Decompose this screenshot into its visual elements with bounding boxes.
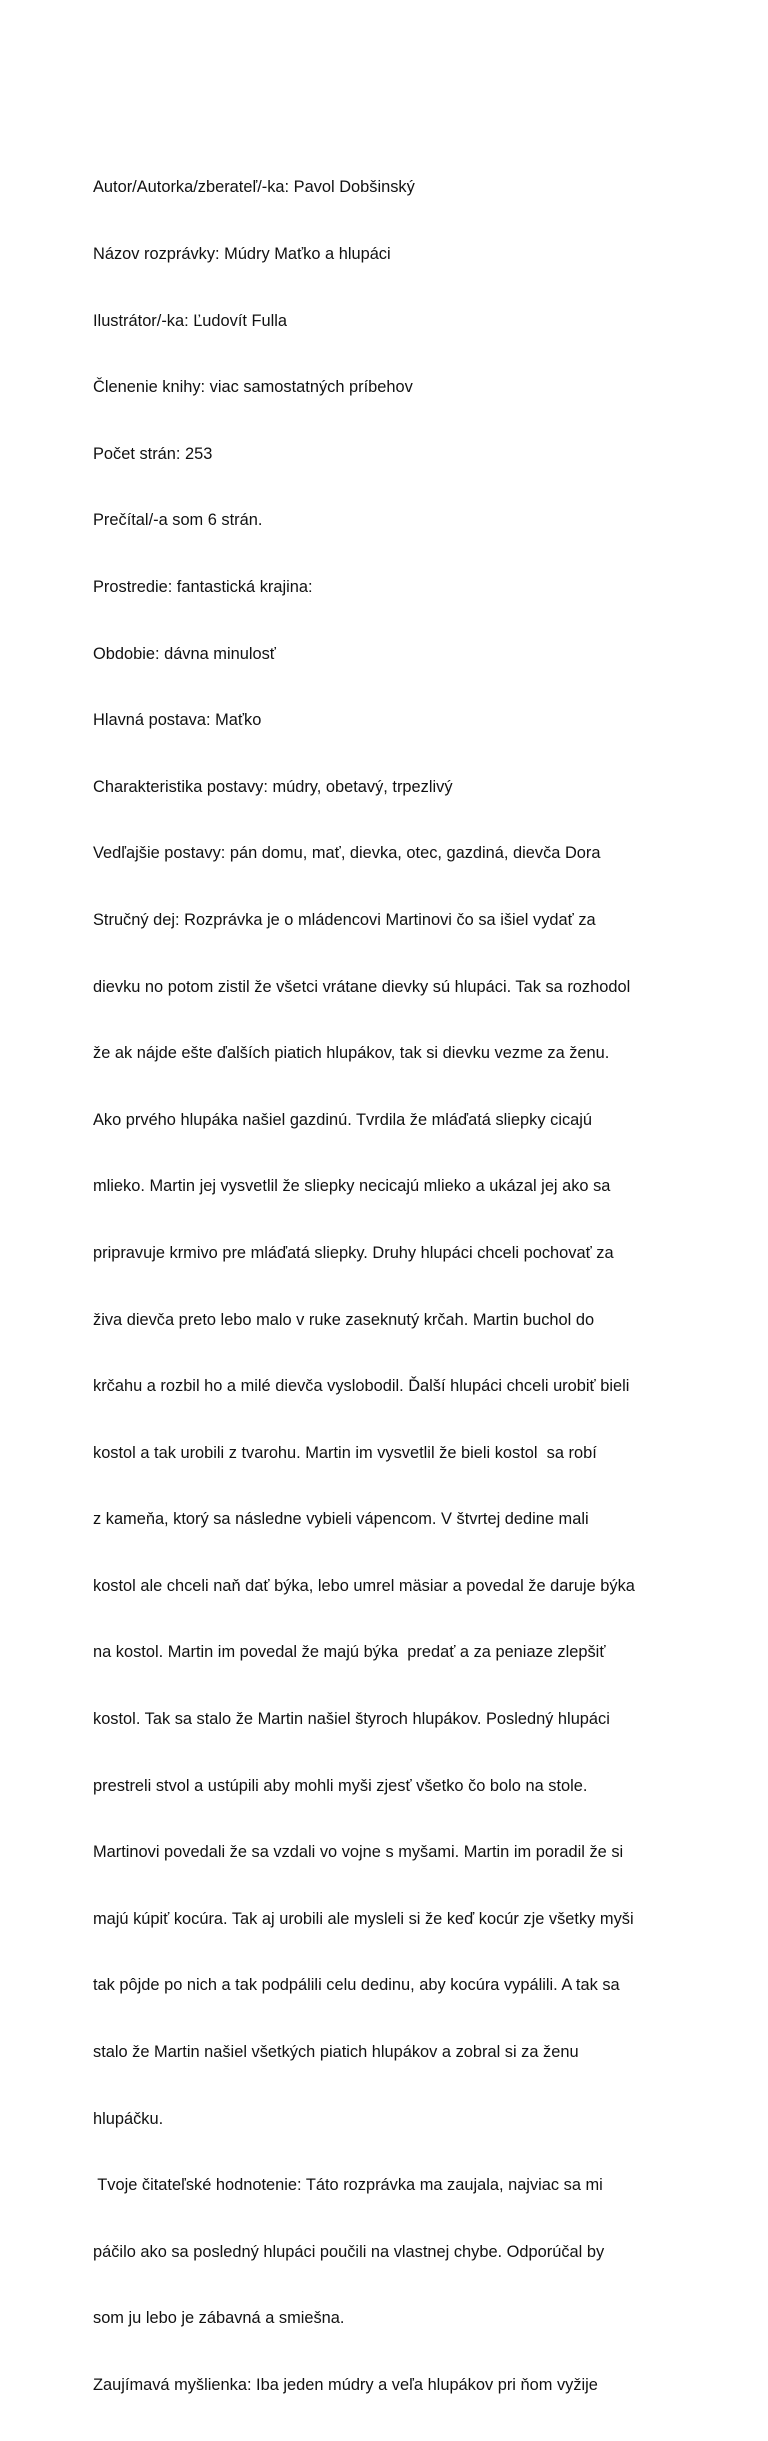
author-line: Autor/Autorka/zberateľ/-ka: Pavol Dobšinský [93, 178, 415, 197]
evaluation-line: Tvoje čitateľské hodnotenie: Táto rozprávka ma zaujala, najviac sa mi [93, 2176, 603, 2195]
interesting-idea-line: Zaujímavá myšlienka: Iba jeden múdry a veľa hlupákov pri ňom vyžije [93, 2376, 598, 2394]
plot-line: Ako prvého hlupáka našiel gazdinú. Tvrdila že mláďatá sliepky cicajú [93, 1110, 593, 1129]
plot-line: krčahu a rozbil ho a milé dievča vyslobodil. Ďalší hlupáci chceli urobiť bieli [93, 1377, 630, 1396]
character-traits-line: Charakteristika postavy: múdry, obetavý, trpezlivý [93, 777, 453, 796]
plot-line: Martinovi povedali že sa vzdali vo vojne s myšami. Martin im poradil že si [93, 1843, 624, 1862]
plot-line: kostol a tak urobili z tvarohu. Martin im vysvetlil že bieli kostol sa robí [93, 1443, 597, 1462]
plot-line: kostol ale chceli naň dať býka, lebo umrel mäsiar a povedal že daruje býka [93, 1576, 635, 1595]
document-text [93, 132, 683, 2441]
pages-read-line: Prečítal/-a som 6 strán. [93, 511, 263, 530]
story-title-line: Názov rozprávky: Múdry Maťko a hlupáci [93, 245, 391, 263]
plot-line: prestreli stvol a ustúpili aby mohli myši zjesť všetko čo bolo na stole. [93, 1776, 588, 1795]
setting-line: Prostredie: fantastická krajina: [93, 577, 313, 596]
plot-line: majú kúpiť kocúra. Tak aj urobili ale mysleli si že keď kocúr zje všetky myši [93, 1909, 634, 1928]
page-count-line: Počet strán: 253 [93, 444, 213, 463]
plot-line: Stručný dej: Rozprávka je o mládencovi Martinovi čo sa išiel vydať za [93, 910, 596, 929]
main-character-line: Hlavná postava: Maťko [93, 711, 262, 730]
plot-line: hlupáčku. [93, 2109, 164, 2128]
evaluation-line: som ju lebo je zábavná a smiešna. [93, 2309, 345, 2328]
evaluation-line: páčilo ako sa posledný hlupáci poučili na vlastnej chybe. Odporúčal by [93, 2242, 605, 2261]
plot-line: živa dievča preto lebo malo v ruke zaseknutý krčah. Martin buchol do [93, 1310, 595, 1329]
plot-line: z kameňa, ktorý sa následne vybieli vápencom. V štvrtej dedine mali [93, 1510, 589, 1529]
book-structure-line: Členenie knihy: viac samostatných príbehov [93, 378, 413, 397]
plot-line: pripravuje krmivo pre mláďatá sliepky. Druhy hlupáci chceli pochovať za [93, 1243, 614, 1262]
illustrator-line: Ilustrátor/-ka: Ľudovít Fulla [93, 311, 288, 330]
plot-line: kostol. Tak sa stalo že Martin našiel štyroch hlupákov. Posledný hlupáci [93, 1710, 610, 1729]
plot-line: dievku no potom zistil že všetci vrátane dievky sú hlupáci. Tak sa rozhodol [93, 977, 631, 996]
plot-line: stalo že Martin našiel všetkých piatich hlupákov a zobral si za ženu [93, 2043, 579, 2062]
plot-line: na kostol. Martin im povedal že majú býka predať a za peniaze zlepšiť [93, 1643, 606, 1662]
side-characters-line: Vedľajšie postavy: pán domu, mať, dievka, otec, gazdiná, dievča Dora [93, 844, 601, 863]
plot-line: že ak nájde ešte ďalších piatich hlupákov, tak si dievku vezme za ženu. [93, 1044, 610, 1063]
plot-line: mlieko. Martin jej vysvetlil že sliepky necicajú mlieko a ukázal jej ako sa [93, 1177, 611, 1196]
plot-line: tak pôjde po nich a tak podpálili celu dedinu, aby kocúra vypálili. A tak sa [93, 1976, 620, 1995]
period-line: Obdobie: dávna minulosť [93, 644, 276, 663]
